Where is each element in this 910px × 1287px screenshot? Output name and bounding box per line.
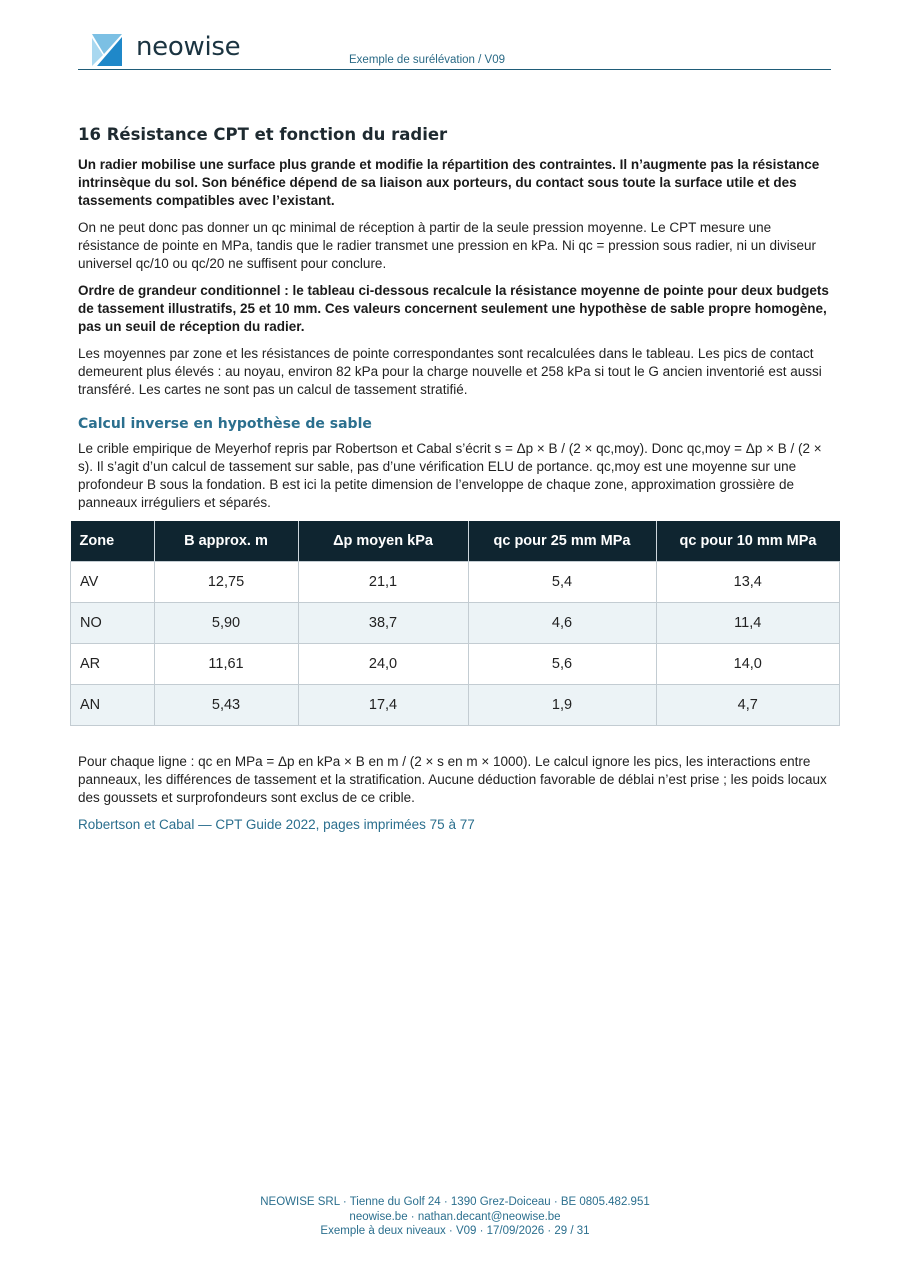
subheading-inverse-calc: Calcul inverse en hypothèse de sable <box>78 416 372 432</box>
footer-contact-line: neowise.be · nathan.decant@neowise.be <box>349 1210 561 1223</box>
paragraph-meyerhof: Le crible empirique de Meyerhof repris par Robertson et Cabal s’écrit s = Δp × B / (2 × qc,moy). Donc qc,moy = Δp × B / (2 × s). Il s’agit d’un calcul de tassement sur sable, pas d’une vérification ELU de portance. qc,moy est une moyenne sur une profondeur B sous la fondation. B est ici la petite dimension de l’enveloppe de chaque zone, approximation grossière de panneaux irréguliers et séparés. <box>78 441 822 510</box>
table-row <box>71 562 840 603</box>
table-cell: AR <box>71 644 155 685</box>
results-table <box>70 521 840 726</box>
neowise-logo-icon <box>92 34 122 66</box>
table-cell: 13,4 <box>656 562 840 603</box>
table-cell: 12,75 <box>154 562 298 603</box>
table-cell: 11,61 <box>154 644 298 685</box>
table-cell: 5,6 <box>468 644 656 685</box>
table-cell: 4,7 <box>656 685 840 726</box>
table-cell: 38,7 <box>298 603 468 644</box>
section-title: 16 Résistance CPT et fonction du radier <box>78 125 448 144</box>
table-cell: AV <box>71 562 155 603</box>
table-cell: AN <box>71 685 155 726</box>
table-header-cell: qc pour 25 mm MPa <box>468 521 656 562</box>
paragraph-zones: Les moyennes par zone et les résistances de pointe correspondantes sont recalculées dans le tableau. Les pics de contact demeurent plus élevés : au noyau, environ 82 kPa pour la charge nouvelle et 258 kPa si tout le G ancien inventorié est aussi transféré. Les cartes ne sont pas un calcul de tassement stratifié. <box>78 346 822 397</box>
page-header <box>78 30 831 70</box>
order-of-magnitude-paragraph: Ordre de grandeur conditionnel : le tableau ci-dessous recalcule la résistance moyenne de pointe pour deux budgets de tassement illustratifs, 25 et 10 mm. Ces valeurs concernent seulement une hypothèse de sable propre homogène, pas un seuil de réception du radier. <box>78 283 829 334</box>
intro-paragraph: Un radier mobilise une surface plus grande et modifie la répartition des contraintes. Il n’augmente pas la résistance intrinsèque du sol. Son bénéfice dépend de sa liaison aux porteurs, du contact sous toute la surface utile et des tassements compatibles avec l’existant. <box>78 157 820 208</box>
table-header-cell: Δp moyen kPa <box>298 521 468 562</box>
table-cell: 5,43 <box>154 685 298 726</box>
document-subtitle: Exemple de surélévation / V09 <box>349 54 505 66</box>
page-footer <box>0 1195 910 1239</box>
footer-company-line: NEOWISE SRL · Tienne du Golf 24 · 1390 Grez-Doiceau · BE 0805.482.951 <box>260 1196 650 1208</box>
table-cell: 5,4 <box>468 562 656 603</box>
footer-page-line: Exemple à deux niveaux · V09 · 17/09/2026 · 29 / 31 <box>320 1225 590 1237</box>
paragraph-qc: On ne peut donc pas donner un qc minimal de réception à partir de la seule pression moyenne. Le CPT mesure une résistance de pointe en MPa, tandis que le radier transmet une pression en kPa. Ni qc = pression sous radier, ni un diviseur universel qc/10 ou qc/20 ne suffisent pour conclure. <box>78 220 817 271</box>
table-row <box>71 685 840 726</box>
table-row <box>71 603 840 644</box>
table-cell: 14,0 <box>656 644 840 685</box>
paragraph-formula: Pour chaque ligne : qc en MPa = Δp en kPa × B en m / (2 × s en m × 1000). Le calcul ignore les pics, les interactions entre panneaux, les différences de tassement et la stratification. Aucune déduction favorable de déblai n’est prise ; les poids locaux des goussets et surprofondeurs sont exclus de ce crible. <box>78 754 827 805</box>
table-row <box>71 644 840 685</box>
table-cell: NO <box>71 603 155 644</box>
table-cell: 11,4 <box>656 603 840 644</box>
table-header-row <box>71 521 840 562</box>
table-cell: 21,1 <box>298 562 468 603</box>
reference-note: Robertson et Cabal — CPT Guide 2022, pages imprimées 75 à 77 <box>78 817 475 832</box>
table-header-cell: Zone <box>71 521 155 562</box>
table-cell: 5,90 <box>154 603 298 644</box>
page-content <box>78 125 831 834</box>
table-header-cell: qc pour 10 mm MPa <box>656 521 840 562</box>
brand-logo <box>92 32 240 68</box>
table-cell: 1,9 <box>468 685 656 726</box>
brand-name: neowise <box>136 32 241 62</box>
table-header-cell: B approx. m <box>154 521 298 562</box>
table-cell: 24,0 <box>298 644 468 685</box>
table-cell: 4,6 <box>468 603 656 644</box>
table-cell: 17,4 <box>298 685 468 726</box>
